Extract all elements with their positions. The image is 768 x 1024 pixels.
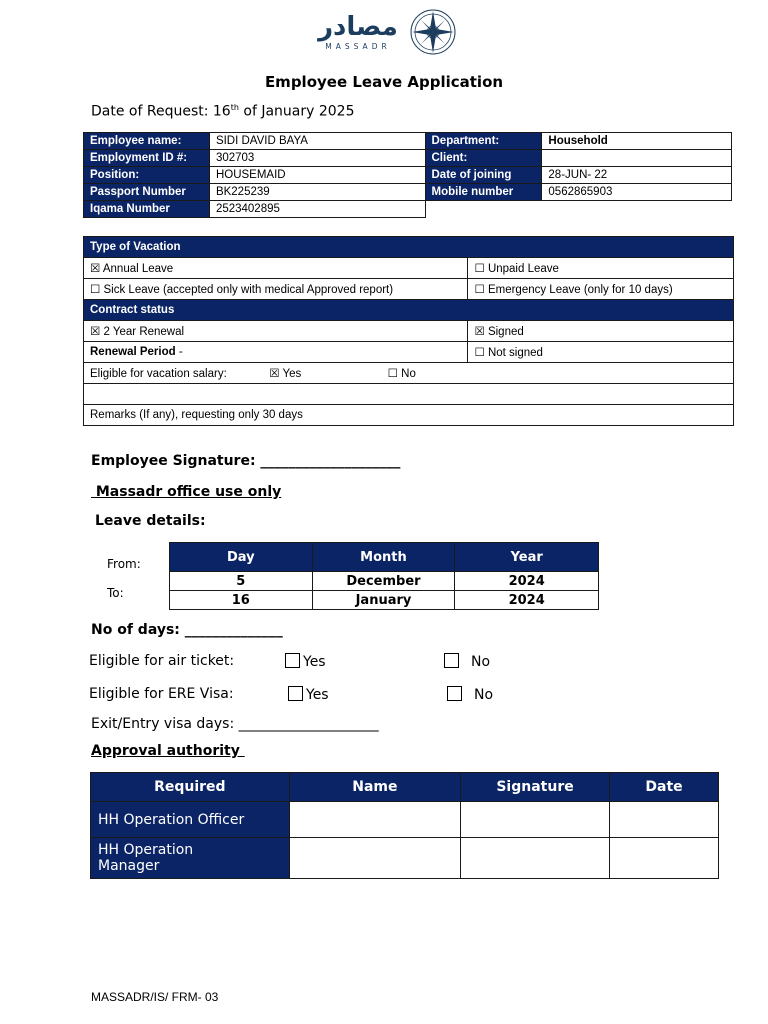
remarks-field[interactable]: Remarks (If any), requesting only 30 days <box>84 405 734 426</box>
air-ticket-yes[interactable]: Yes <box>285 653 326 670</box>
from-day[interactable]: 5 <box>170 572 313 591</box>
logo-latin-text: MASSADR <box>325 42 391 51</box>
company-logo <box>310 8 460 60</box>
from-year[interactable]: 2024 <box>455 572 599 591</box>
to-label: To: <box>107 586 124 600</box>
position-value[interactable]: HOUSEMAID <box>209 167 425 184</box>
employee-signature-line[interactable]: Employee Signature: ____________________ <box>91 453 401 469</box>
table-row <box>84 279 734 300</box>
checkbox-icon[interactable] <box>444 653 459 668</box>
name-header: Name <box>289 773 460 802</box>
empty-row <box>84 384 734 405</box>
checkbox-icon[interactable] <box>288 686 303 701</box>
day-header: Day <box>170 543 313 572</box>
table-row <box>84 384 734 405</box>
air-ticket-label: Eligible for air ticket: <box>89 653 235 669</box>
department-value[interactable]: Household <box>542 133 732 150</box>
compass-rose-icon <box>411 10 455 54</box>
approval-table <box>90 772 719 879</box>
renewal-period: Renewal Period - <box>84 342 468 363</box>
to-month[interactable]: January <box>312 591 455 610</box>
employee-name-label: Employee name: <box>84 133 210 150</box>
date-cell[interactable] <box>610 838 719 879</box>
from-month[interactable]: December <box>312 572 455 591</box>
ere-visa-yes[interactable]: Yes <box>288 686 329 703</box>
table-row <box>91 838 719 879</box>
table-row <box>84 201 732 218</box>
table-row <box>84 321 734 342</box>
eligible-yes-checkbox[interactable]: ☒ Yes <box>269 368 302 380</box>
not-signed-checkbox[interactable]: ☐ Not signed <box>468 342 734 363</box>
approval-authority-heading: Approval authority <box>91 743 245 759</box>
department-label: Department: <box>425 133 542 150</box>
table-row <box>84 363 734 384</box>
client-value[interactable] <box>542 150 732 167</box>
date-joining-value[interactable]: 28-JUN- 22 <box>542 167 732 184</box>
name-cell[interactable] <box>289 802 460 838</box>
contract-status-header: Contract status <box>84 300 734 321</box>
type-of-vacation-header: Type of Vacation <box>84 237 734 258</box>
empty-cell <box>425 201 732 218</box>
month-header: Month <box>312 543 455 572</box>
eligible-vacation-salary: Eligible for vacation salary: ☒ Yes ☐ No <box>84 363 734 384</box>
mobile-value[interactable]: 0562865903 <box>542 184 732 201</box>
table-row <box>84 184 732 201</box>
table-row <box>84 300 734 321</box>
renewal-checkbox[interactable]: ☒ 2 Year Renewal <box>84 321 468 342</box>
table-row <box>84 150 732 167</box>
iqama-value[interactable]: 2523402895 <box>209 201 425 218</box>
ere-visa-no[interactable]: No <box>447 686 493 703</box>
iqama-label: Iqama Number <box>84 201 210 218</box>
employment-id-value[interactable]: 302703 <box>209 150 425 167</box>
table-row <box>170 572 599 591</box>
emergency-leave-checkbox[interactable]: ☐ Emergency Leave (only for 10 days) <box>468 279 734 300</box>
sick-leave-checkbox[interactable]: ☐ Sick Leave (accepted only with medical Approved report) <box>84 279 468 300</box>
year-header: Year <box>455 543 599 572</box>
leave-dates-table <box>169 542 599 610</box>
no-of-days-line[interactable]: No of days: ______________ <box>91 622 283 638</box>
logo-arabic-text: مصادر <box>318 12 398 42</box>
signature-cell[interactable] <box>461 838 610 879</box>
table-row <box>84 405 734 426</box>
checkbox-icon[interactable] <box>447 686 462 701</box>
table-row <box>170 591 599 610</box>
form-code-footer: MASSADR/IS/ FRM- 03 <box>91 990 219 1004</box>
checkbox-icon[interactable] <box>285 653 300 668</box>
table-row <box>84 237 734 258</box>
position-label: Position: <box>84 167 210 184</box>
to-day[interactable]: 16 <box>170 591 313 610</box>
date-cell[interactable] <box>610 802 719 838</box>
employee-info-table <box>83 132 732 218</box>
table-row <box>91 802 719 838</box>
role-hh-operation-officer: HH Operation Officer <box>91 802 290 838</box>
mobile-label: Mobile number <box>425 184 542 201</box>
exit-entry-visa-days-line[interactable]: Exit/Entry visa days: ____________________ <box>91 716 379 732</box>
annual-leave-checkbox[interactable]: ☒ Annual Leave <box>84 258 468 279</box>
table-row <box>84 167 732 184</box>
to-year[interactable]: 2024 <box>455 591 599 610</box>
ere-visa-label: Eligible for ERE Visa: <box>89 686 234 702</box>
table-row <box>84 258 734 279</box>
table-row <box>84 133 732 150</box>
signature-header: Signature <box>461 773 610 802</box>
date-header: Date <box>610 773 719 802</box>
eligible-no-checkbox[interactable]: ☐ No <box>387 368 416 380</box>
form-title: Employee Leave Application <box>264 73 504 91</box>
office-use-heading: Massadr office use only <box>91 484 282 500</box>
date-joining-label: Date of joining <box>425 167 542 184</box>
client-label: Client: <box>425 150 542 167</box>
table-row <box>170 543 599 572</box>
from-label: From: <box>107 557 141 571</box>
name-cell[interactable] <box>289 838 460 879</box>
passport-value[interactable]: BK225239 <box>209 184 425 201</box>
signature-cell[interactable] <box>461 802 610 838</box>
table-row <box>84 342 734 363</box>
employment-id-label: Employment ID #: <box>84 150 210 167</box>
signed-checkbox[interactable]: ☒ Signed <box>468 321 734 342</box>
passport-label: Passport Number <box>84 184 210 201</box>
required-header: Required <box>91 773 290 802</box>
air-ticket-no[interactable]: No <box>444 653 490 670</box>
unpaid-leave-checkbox[interactable]: ☐ Unpaid Leave <box>468 258 734 279</box>
vacation-table <box>83 236 734 426</box>
leave-details-heading: Leave details: <box>95 513 206 529</box>
date-of-request: Date of Request: 16th of January 2025 <box>91 103 355 120</box>
table-row <box>91 773 719 802</box>
employee-name-value[interactable]: SIDI DAVID BAYA <box>209 133 425 150</box>
role-hh-operation-manager: HH Operation Manager <box>91 838 290 879</box>
